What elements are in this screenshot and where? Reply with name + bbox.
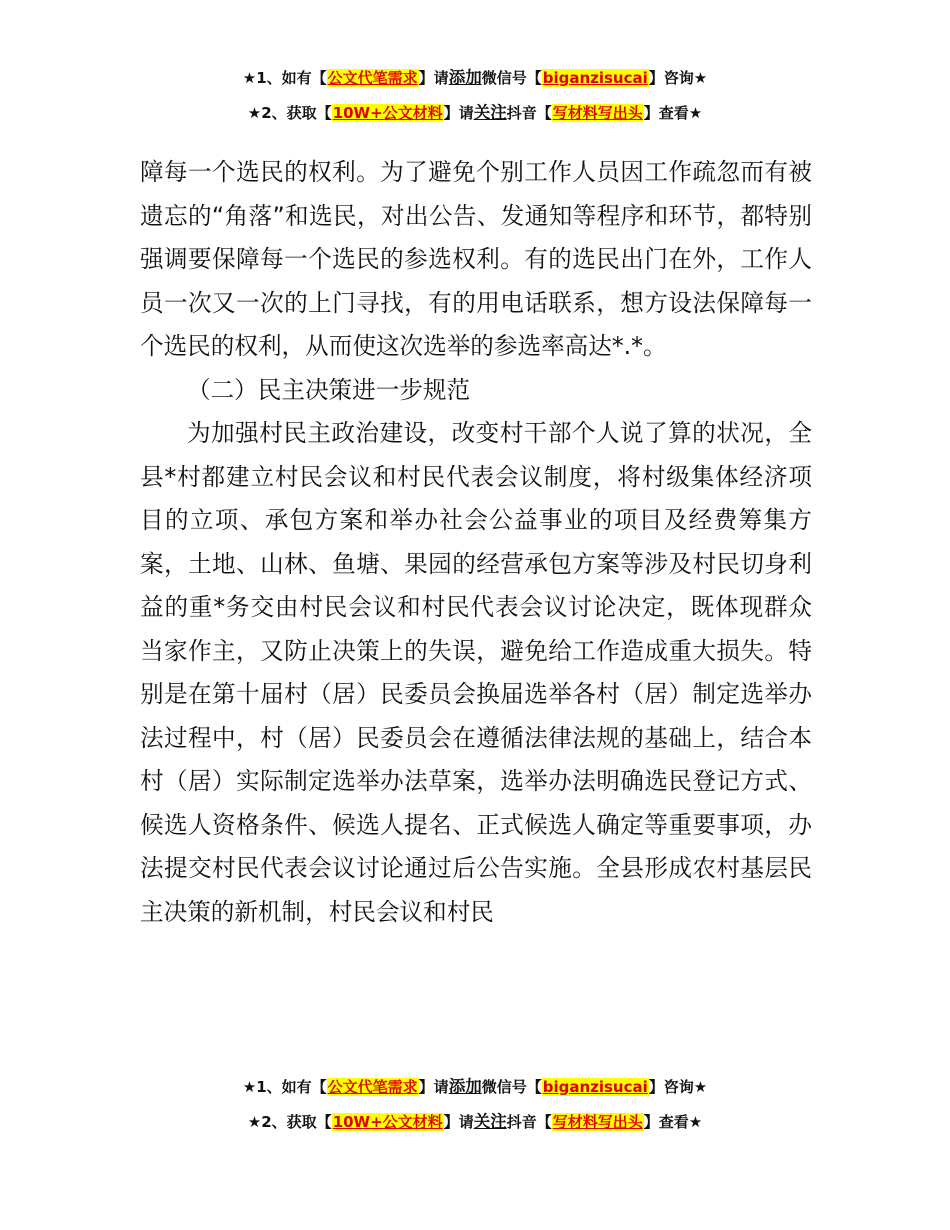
section-heading: （二）民主决策进一步规范 bbox=[187, 375, 471, 404]
banner-text: 微信号【 bbox=[481, 69, 542, 87]
banner-text: ★1、如有【 bbox=[242, 1078, 327, 1096]
wechat-id: biganzisucai bbox=[542, 1078, 648, 1096]
banner-line-2 bbox=[0, 1111, 950, 1133]
douyin-account: 写材料写出头 bbox=[552, 104, 643, 122]
banner-emphasis: 添加 bbox=[448, 68, 482, 87]
document-body bbox=[140, 151, 812, 934]
banner-emphasis: 关注 bbox=[473, 1112, 507, 1131]
highlight-materials: 10W+公文材料 bbox=[332, 1113, 443, 1131]
banner-text: 抖音【 bbox=[506, 1113, 552, 1131]
banner-text: 】请 bbox=[443, 104, 474, 122]
banner-text: 】请 bbox=[418, 69, 449, 87]
banner-text: ★2、获取【 bbox=[247, 1113, 332, 1131]
banner-text: 】咨询★ bbox=[648, 1078, 708, 1096]
body-paragraph: 为加强村民主政治建设，改变村干部个人说了算的状况，全县*村都建立村民会议和村民代表会议制度，将村级集体经济项目的立项、承包方案和举办社会公益事业的项目及经费筹集方案，土地、山林、鱼塘、果园的经营承包方案等涉及村民切身利益的重*务交由村民会议和村民代表会议讨论决定，既体现群众当家作主，又防止决策上的失误，避免给工作造成重大损失。特别是在第十届村（居）民委员会换届选举各村（居）制定选举办法过程中，村（居）民委员会在遵循法律法规的基础上，结合本村（居）实际制定选举办法草案，选举办法明确选民登记方式、候选人资格条件、候选人提名、正式候选人确定等重要事项，办法提交村民代表会议讨论通过后公告实施。全县形成农村基层民主决策的新机制，村民会议和村民 bbox=[140, 419, 812, 926]
banner-text: 微信号【 bbox=[481, 1078, 542, 1096]
banner-text: 】请 bbox=[443, 1113, 474, 1131]
banner-text: ★1、如有【 bbox=[242, 69, 327, 87]
banner-text: ★2、获取【 bbox=[247, 104, 332, 122]
banner-line-2 bbox=[0, 102, 950, 124]
banner-text: 】查看★ bbox=[643, 1113, 703, 1131]
banner-text: 】咨询★ bbox=[648, 69, 708, 87]
highlight-service: 公文代笔需求 bbox=[327, 1078, 418, 1096]
banner-text: 】请 bbox=[418, 1078, 449, 1096]
banner-text: 抖音【 bbox=[506, 104, 552, 122]
wechat-id: biganzisucai bbox=[542, 69, 648, 87]
body-paragraph: 障每一个选民的权利。为了避免个别工作人员因工作疏忽而有被遗忘的“角落”和选民，对出公告、发通知等程序和环节，都特别强调要保障每一个选民的参选权利。有的选民出门在外，工作人员一次又一次的上门寻找，有的用电话联系，想方设法保障每一个选民的权利，从而使这次选举的参选率高达*.*。 bbox=[140, 158, 812, 360]
banner-line-1 bbox=[0, 1076, 950, 1098]
banner-emphasis: 关注 bbox=[473, 103, 507, 122]
douyin-account: 写材料写出头 bbox=[552, 1113, 643, 1131]
highlight-service: 公文代笔需求 bbox=[327, 69, 418, 87]
highlight-materials: 10W+公文材料 bbox=[332, 104, 443, 122]
banner-line-1 bbox=[0, 67, 950, 89]
banner-text: 】查看★ bbox=[643, 104, 703, 122]
banner-emphasis: 添加 bbox=[448, 1077, 482, 1096]
